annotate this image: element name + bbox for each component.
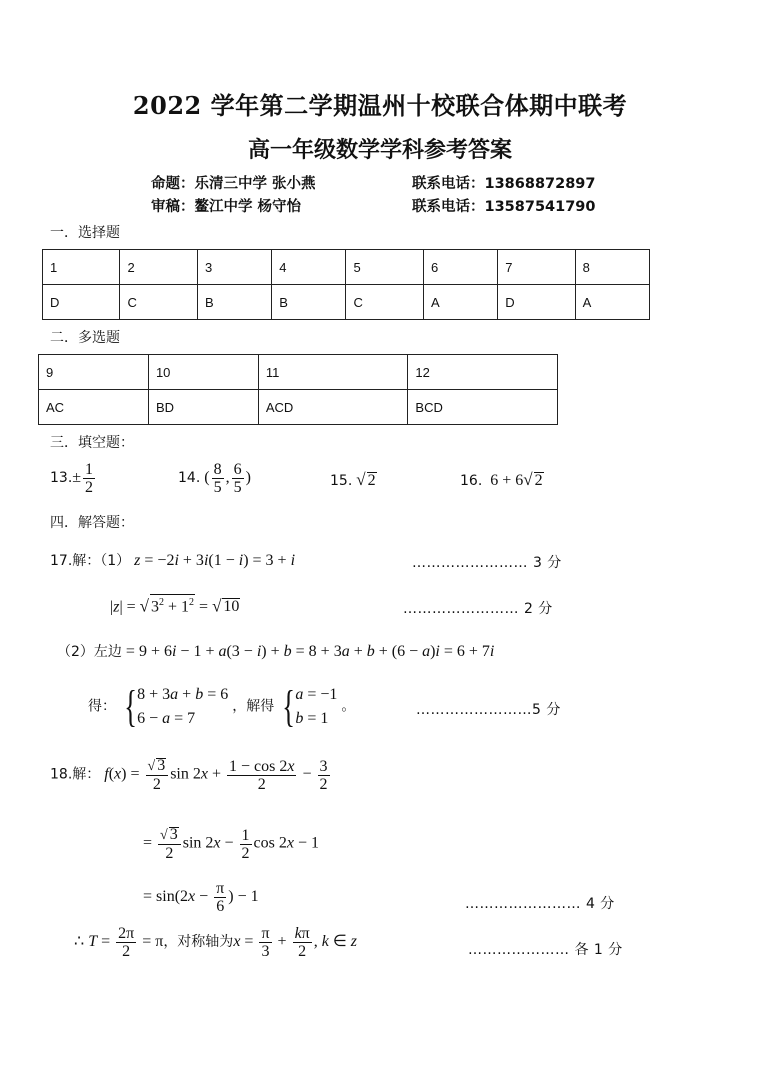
- question-label: 17.解：（1）: [50, 553, 131, 569]
- question-label: 18.解：: [50, 766, 101, 783]
- table-row: [39, 355, 558, 390]
- answer-13: 13.± $\frac{1}{2}$: [50, 461, 94, 496]
- score-label: 5 分: [532, 702, 561, 718]
- q18-line3: = sin(2x − $\frac{\pi}{6}$ ) − 1: [143, 880, 259, 915]
- question-label: 16.: [460, 473, 483, 489]
- score-marker: ……………………5 分: [416, 702, 561, 718]
- answer-cell: BD: [148, 390, 258, 425]
- question-number: 3: [197, 250, 271, 285]
- question-number: 12: [408, 355, 558, 390]
- answer-cell: D: [498, 285, 575, 320]
- question-number: 5: [346, 250, 423, 285]
- answer-15: 15. √ 2: [330, 470, 376, 489]
- question-number: 6: [423, 250, 497, 285]
- author-line: 命题：乐清三中学 张小燕: [151, 176, 316, 192]
- question-label: 15.: [330, 473, 353, 489]
- table-row: [39, 390, 558, 425]
- answer-cell: ACD: [258, 390, 408, 425]
- score-marker: …………………… 2 分: [403, 601, 553, 617]
- multi-answer-table: [38, 354, 558, 425]
- section-heading-choice: 一．选择题: [50, 225, 120, 241]
- section-heading-multi: 二．多选题: [50, 330, 120, 346]
- score-marker: …………………… 4 分: [465, 896, 615, 912]
- answer-cell: BCD: [408, 390, 558, 425]
- q17-line3: （2）左边 = 9 + 6i − 1 + a(3 − i) + b = 8 + 3a + b + (6 − a)i = 6 + 7i: [57, 643, 495, 660]
- question-label: 14.: [178, 470, 201, 487]
- question-number: 10: [148, 355, 258, 390]
- answer-cell: D: [43, 285, 120, 320]
- section-heading-fill: 三．填空题：: [50, 435, 134, 451]
- score-label: 3 分: [532, 555, 562, 571]
- q18-line2: = $\frac{√ 3}{2}$ sin 2x − $\frac{1}{2}$ cos 2x − 1: [143, 826, 319, 862]
- q18-line1: 18.解： f(x) = $\frac{√ 3}{2}$ sin 2x + $\frac{1 - \cos 2x}{2}$ − $\frac{3}{2}$: [50, 757, 328, 793]
- question-number: 4: [272, 250, 346, 285]
- score-marker: …………………… 3 分: [412, 555, 562, 571]
- question-number: 1: [43, 250, 120, 285]
- q17-line1: 17.解：（1） z = −2i + 3i(1 − i) = 3 + i: [50, 552, 296, 569]
- question-number: 11: [258, 355, 408, 390]
- answer-cell: A: [423, 285, 497, 320]
- answer-cell: AC: [39, 390, 149, 425]
- question-number: 7: [498, 250, 575, 285]
- document-title: 2022 学年第二学期温州十校联合体期中联考: [132, 91, 628, 120]
- q17-line4: 得： {8 + 3a + b = 6 6 − a = 7 ，解得 {a = −1 b = 1 。: [88, 682, 356, 731]
- score-label: 2 分: [523, 601, 553, 617]
- axis-label: ，对称轴为: [163, 934, 234, 951]
- table-row: [43, 285, 650, 320]
- score-marker: ………………… 各 1 分: [468, 942, 623, 958]
- section-heading-solve: 四．解答题：: [50, 515, 134, 531]
- question-number: 2: [120, 250, 197, 285]
- question-number: 9: [39, 355, 149, 390]
- document-subtitle: 高一年级数学学科参考答案: [247, 137, 512, 163]
- score-label: 各 1 分: [574, 942, 623, 958]
- answer-cell: C: [120, 285, 197, 320]
- table-row: [43, 250, 650, 285]
- solve-label: ，解得: [232, 698, 275, 715]
- answer-cell: A: [575, 285, 649, 320]
- answer-cell: B: [272, 285, 346, 320]
- q18-line4: ∴ T = $\frac{2\pi}{2}$ = π，对称轴为x = $\frac{\pi}{3}$ + $\frac{k\pi}{2}$ , k ∈ z: [74, 925, 358, 960]
- score-label: 4 分: [585, 896, 615, 912]
- answer-cell: B: [197, 285, 271, 320]
- question-label: 13.: [50, 470, 73, 487]
- question-label: 得：: [88, 698, 116, 715]
- reviewer-line: 审稿：鳌江中学 杨守怡: [151, 199, 302, 215]
- answer-14: 14. ( $\frac{8}{5}$ , $\frac{6}{5}$ ): [178, 461, 251, 496]
- choice-answer-table: [42, 249, 650, 320]
- answer-cell: C: [346, 285, 423, 320]
- q17-line2: |z| = √ $3^2 + 1^2$ = √ 10: [110, 594, 240, 616]
- question-number: 8: [575, 250, 649, 285]
- reviewer-phone: 联系电话：13587541790: [412, 199, 596, 215]
- answer-16: 16. 6 + 6√ 2: [460, 470, 543, 489]
- author-phone: 联系电话：13868872897: [412, 176, 596, 192]
- question-label: （2）左边: [57, 644, 122, 660]
